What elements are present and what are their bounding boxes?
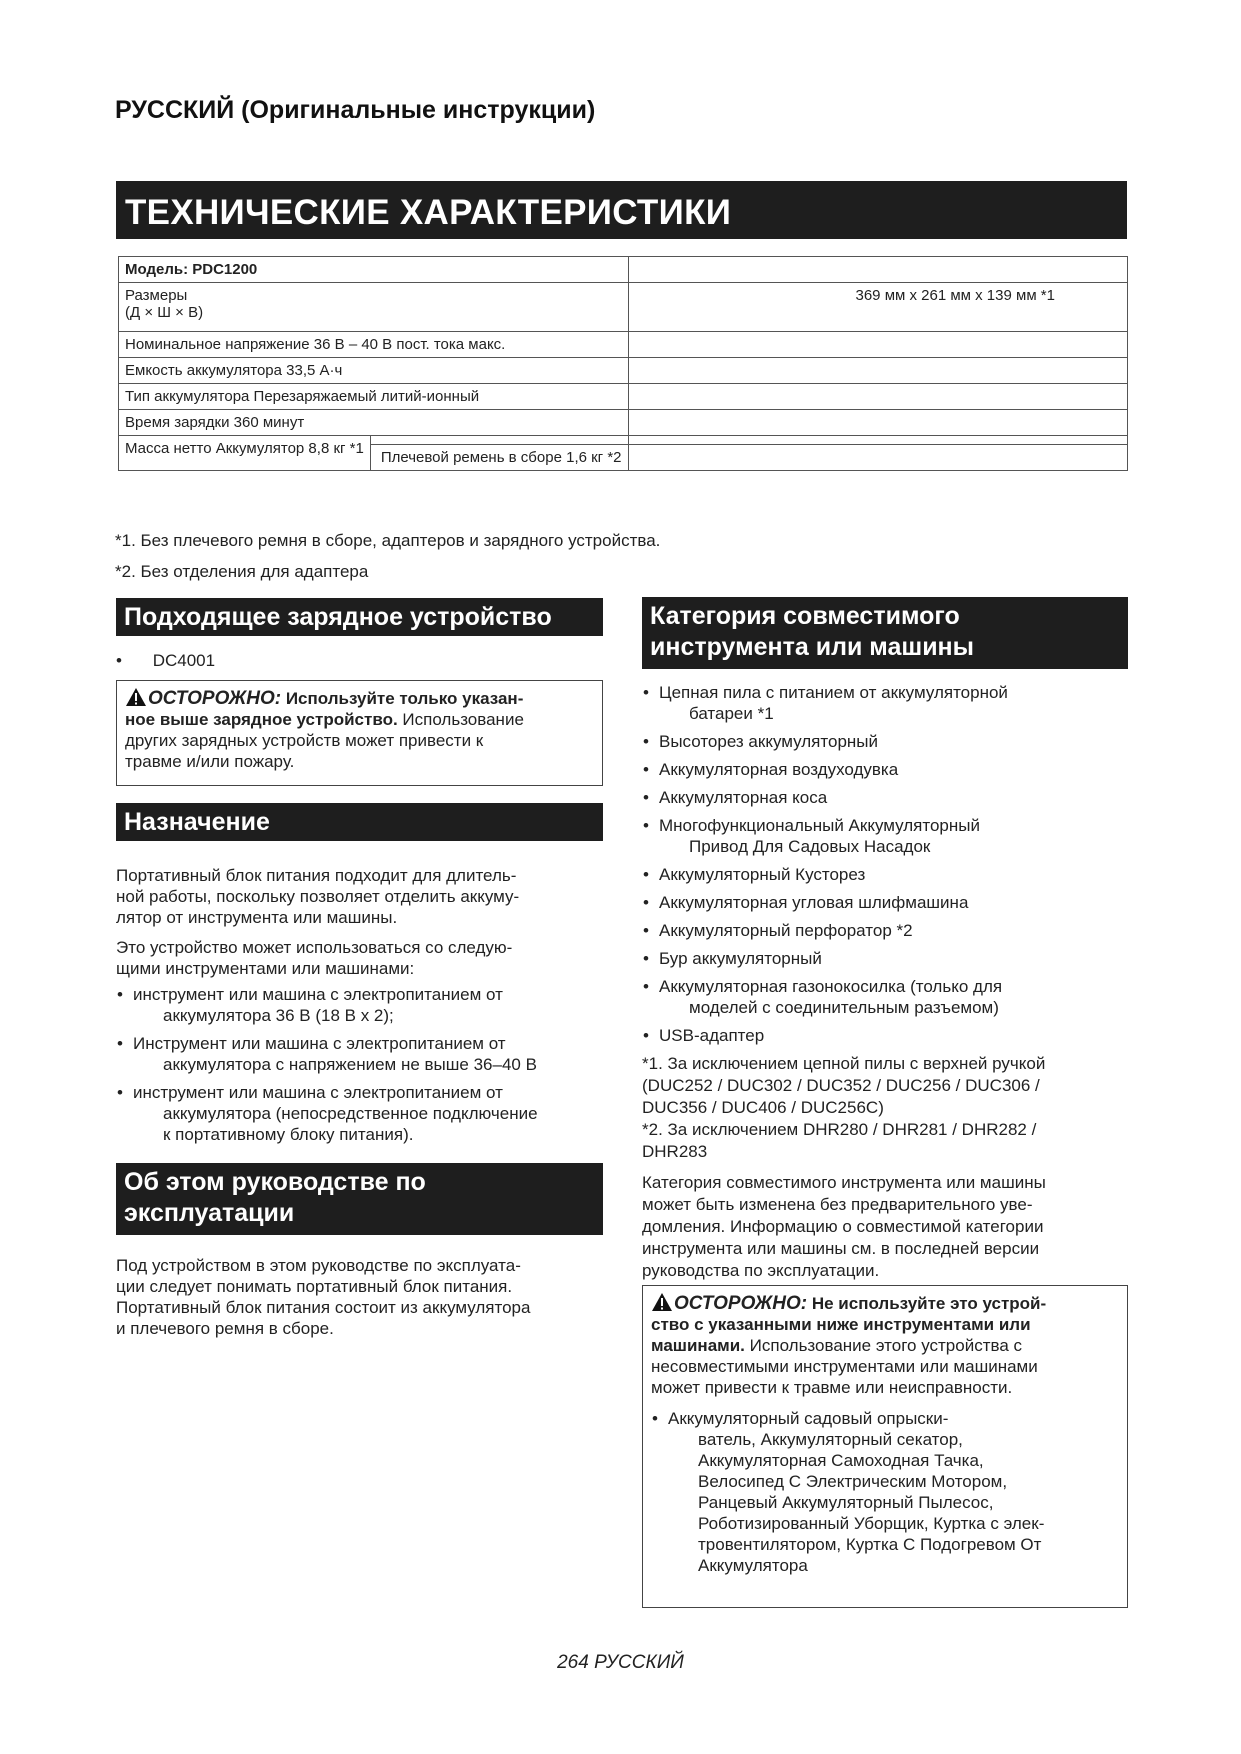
warning-text: травме и/или пожару.	[125, 752, 295, 771]
dimensions-label-line: Размеры	[125, 287, 188, 304]
spec-model: Модель: PDC1200	[119, 257, 629, 283]
spec-dimensions-value: 369 мм x 261 мм x 139 мм *1	[628, 283, 1128, 332]
note-line: Категория совместимого инструмента или машины	[642, 1173, 1046, 1192]
list-item	[642, 682, 1132, 724]
empty-cell	[628, 410, 1128, 436]
list-item-line: • Цепная пила с питанием от аккумуляторной	[659, 683, 1008, 702]
warning-bold-text: машинами.	[651, 1336, 745, 1355]
spec-voltage: Номинальное напряжение 36 В – 40 В пост. тока макс.	[125, 336, 506, 353]
table-row	[119, 283, 1128, 332]
manual-heading-line: эксплуатации	[124, 1199, 295, 1227]
list-item-line: • Аккумуляторная газонокосилка (только для	[659, 977, 1003, 996]
empty-cell	[370, 436, 628, 445]
note-line: *2. За исключением DHR280 / DHR281 / DHR282 /	[642, 1120, 1037, 1139]
table-row	[119, 257, 1128, 283]
list-item: • Аккумуляторный Кусторез	[642, 864, 1132, 885]
manual-line: и плечевого ремня в сборе.	[116, 1319, 334, 1338]
empty-cell	[628, 384, 1128, 410]
footnote-2: *2. Без отделения для адаптера	[115, 562, 369, 581]
charger-list	[116, 650, 215, 671]
compatible-notes	[642, 1053, 1132, 1282]
list-item-line: Велосипед С Электрическим Мотором,	[698, 1472, 1008, 1491]
manual-line: ции следует понимать портативный блок питания.	[116, 1277, 513, 1296]
manual-line: Под устройством в этом руководстве по эксплуата-	[116, 1256, 521, 1275]
page-number: 264 РУССКИЙ	[557, 1652, 684, 1673]
warning-bold-text: Не используйте это устрой-	[811, 1294, 1047, 1313]
list-item-line: моделей с соединительным разъемом)	[689, 998, 999, 1017]
spec-charge-time-cell	[119, 410, 629, 436]
warning-label: ОСТОРОЖНО:	[674, 1293, 808, 1314]
note-line: DHR283	[642, 1142, 708, 1161]
compatible-body	[642, 682, 1132, 1282]
incompatible-list	[651, 1408, 1119, 1576]
list-item-line: тровентилятором, Куртка С Подогревом От	[698, 1535, 1042, 1554]
spec-battery-type-cell	[119, 384, 629, 410]
spec-section-title: ТЕХНИЧЕСКИЕ ХАРАКТЕРИСТИКИ	[116, 181, 1127, 239]
spec-weight-cell	[119, 436, 371, 471]
list-item-line: • инструмент или машина с электропитанием от	[133, 1083, 503, 1102]
spec-dimensions-label	[119, 283, 629, 332]
list-item: • Аккумуляторная угловая шлифмашина	[642, 892, 1132, 913]
warning-label: ОСТОРОЖНО:	[148, 688, 282, 709]
purpose-line: лятор от инструмента или машины.	[116, 908, 398, 927]
list-item	[116, 984, 606, 1026]
purpose-list	[116, 984, 606, 1145]
spec-net-weight-strap: Плечевой ремень в сборе 1,6 кг *2	[380, 449, 622, 466]
warning-bold-text: ное выше зарядное устройство.	[125, 710, 398, 729]
manual-line: Портативный блок питания состоит из аккумулятора	[116, 1298, 531, 1317]
compatible-heading	[642, 597, 1128, 669]
list-item-line: Привод Для Садовых Насадок	[689, 837, 931, 856]
empty-cell	[628, 436, 1128, 445]
warning-bold-text: Используйте только указан-	[285, 689, 524, 708]
purpose-line: щими инструментами или машинами:	[116, 959, 415, 978]
list-item: • USB-адаптер	[642, 1025, 1132, 1046]
manual-heading	[116, 1163, 603, 1235]
list-item-line: • Многофункциональный Аккумуляторный	[659, 816, 980, 835]
list-item-line: аккумулятора 36 В (18 В x 2);	[163, 1006, 394, 1025]
purpose-line: ной работы, поскольку позволяет отделить аккуму-	[116, 887, 520, 906]
purpose-line: Портативный блок питания подходит для длитель-	[116, 866, 517, 885]
empty-cell	[628, 445, 1128, 471]
spec-charge-time: Время зарядки 360 минут	[125, 414, 305, 431]
warning-text: может привести к травме или неисправности.	[651, 1378, 1013, 1397]
table-row	[119, 410, 1128, 436]
language-title: РУССКИЙ (Оригинальные инструкции)	[115, 96, 596, 124]
list-item	[642, 815, 1132, 857]
table-row	[119, 332, 1128, 358]
list-item	[116, 1082, 606, 1145]
warning-bold-text: ство с указанными ниже инструментами или	[651, 1315, 1031, 1334]
list-item: • Бур аккумуляторный	[642, 948, 1132, 969]
footnote-1: *1. Без плечевого ремня в сборе, адаптеров и зарядного устройства.	[115, 531, 661, 550]
spec-strap-weight-cell	[370, 445, 628, 471]
note-line: может быть изменена без предварительного уве-	[642, 1195, 1033, 1214]
list-item	[116, 1033, 606, 1075]
note-line: DUC356 / DUC406 / DUC256C)	[642, 1098, 884, 1117]
charger-heading: Подходящее зарядное устройство	[116, 598, 603, 636]
list-item-line: ватель, Аккумуляторный секатор,	[698, 1430, 963, 1449]
bullet: •	[116, 651, 122, 670]
purpose-line: Это устройство может использоваться со следую-	[116, 938, 513, 957]
table-row	[119, 384, 1128, 410]
list-item: • Высоторез аккумуляторный	[642, 731, 1132, 752]
charger-model: DC4001	[152, 651, 216, 670]
list-item-line: Ранцевый Аккумуляторный Пылесос,	[698, 1493, 994, 1512]
compatible-list	[642, 682, 1132, 1046]
warning-text: других зарядных устройств может привести к	[125, 731, 484, 750]
list-item	[651, 1408, 1119, 1576]
compatible-heading-line: инструмента или машины	[650, 633, 975, 661]
empty-cell	[628, 257, 1128, 283]
note-line: *1. За исключением цепной пилы с верхней ручкой	[642, 1054, 1046, 1073]
manual-body	[116, 1255, 606, 1339]
list-item: • Аккумуляторная воздуходувка	[642, 759, 1132, 780]
spec-table	[118, 256, 1128, 471]
list-item-line: аккумулятора с напряжением не выше 36–40 В	[163, 1055, 537, 1074]
list-item-line: аккумулятора (непосредственное подключение	[163, 1104, 538, 1123]
incompatible-warning-box	[642, 1285, 1128, 1608]
compatible-heading-line: Категория совместимого	[650, 602, 960, 630]
warning-triangle-icon	[651, 1292, 673, 1312]
table-row	[119, 358, 1128, 384]
warning-text: Использование	[402, 710, 524, 729]
empty-cell	[628, 358, 1128, 384]
list-item-line: • Инструмент или машина с электропитанием от	[133, 1034, 506, 1053]
list-item-line: к портативному блоку питания).	[163, 1125, 414, 1144]
note-line: руководства по эксплуатации.	[642, 1261, 880, 1280]
spec-net-weight-battery: Масса нетто Аккумулятор 8,8 кг *1	[125, 440, 364, 457]
list-item	[642, 976, 1132, 1018]
dimensions-label-line: (Д × Ш × В)	[125, 304, 204, 321]
list-item-line: • Аккумуляторный садовый опрыски-	[668, 1409, 949, 1428]
manual-heading-line: Об этом руководстве по	[124, 1168, 426, 1196]
note-line: (DUC252 / DUC302 / DUC352 / DUC256 / DUC306 /	[642, 1076, 1040, 1095]
spec-capacity: Емкость аккумулятора 33,5 А·ч	[125, 362, 343, 379]
purpose-heading: Назначение	[116, 803, 603, 841]
empty-cell	[628, 332, 1128, 358]
note-line: инструмента или машины см. в последней версии	[642, 1239, 1040, 1258]
list-item-line: Роботизированный Уборщик, Куртка с элек-	[698, 1514, 1045, 1533]
warning-triangle-icon	[125, 687, 147, 707]
list-item: • Аккумуляторный перфоратор *2	[642, 920, 1132, 941]
list-item-line: • инструмент или машина с электропитанием от	[133, 985, 503, 1004]
table-row	[119, 436, 1128, 445]
spec-voltage-cell	[119, 332, 629, 358]
list-item: • Аккумуляторная коса	[642, 787, 1132, 808]
charger-warning-box	[116, 680, 603, 786]
spec-battery-type: Тип аккумулятора Перезаряжаемый литий-ионный	[125, 388, 480, 405]
purpose-body	[116, 865, 606, 1152]
warning-text: несовместимыми инструментами или машинами	[651, 1357, 1038, 1376]
note-line: домления. Информацию о совместимой категории	[642, 1217, 1044, 1236]
list-item-line: батареи *1	[689, 704, 774, 723]
spec-capacity-cell	[119, 358, 629, 384]
warning-text: Использование этого устройства с	[749, 1336, 1022, 1355]
list-item-line: Аккумуляторная Самоходная Тачка,	[698, 1451, 984, 1470]
list-item-line: Аккумулятора	[698, 1556, 808, 1575]
